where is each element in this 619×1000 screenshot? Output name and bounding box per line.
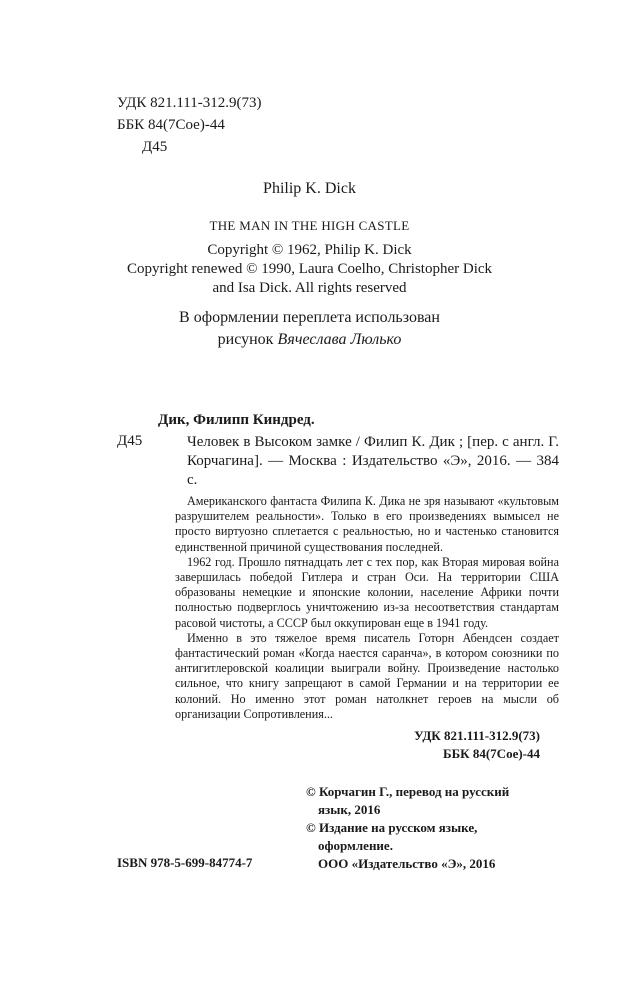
publisher-copyright: ООО «Издательство «Э», 2016 bbox=[318, 856, 496, 871]
udk-code-repeat: УДК 821.111-312.9(73) bbox=[414, 728, 540, 743]
translation-copyright-cont: язык, 2016 bbox=[318, 802, 381, 817]
classification-repeat bbox=[340, 727, 540, 763]
cover-note-line: В оформлении переплета использован bbox=[179, 309, 440, 326]
copyright-line: Copyright © 1962, Philip K. Dick bbox=[207, 242, 412, 258]
copyright-line: and Isa Dick. All rights reserved bbox=[212, 280, 407, 296]
classification-block bbox=[117, 92, 261, 158]
bibliographic-mark: Д45 bbox=[117, 433, 143, 449]
translation-copyright: © Корчагин Г., перевод на русский bbox=[306, 784, 510, 799]
cover-note-prefix: рисунок bbox=[217, 331, 274, 348]
copyright-line: Copyright renewed © 1990, Laura Coelho, Christopher Dick bbox=[126, 261, 493, 277]
edition-copyright-cont: оформление. bbox=[318, 838, 393, 853]
bibliographic-heading: Дик, Филипп Киндред. bbox=[158, 412, 315, 428]
annotation-paragraph: Американского фантаста Филипа К. Дика не зря называют «культовым разрушителем реальности». Только в его произведениях вымысел не просто виртуозно сплетается с реальностью, но и частенько становится единственной причиной существования последней. bbox=[175, 494, 559, 554]
bbk-code: ББК 84(7Сое)-44 bbox=[117, 117, 225, 133]
cover-note-line bbox=[0, 329, 619, 351]
original-title: THE MAN IN THE HIGH CASTLE bbox=[209, 218, 410, 233]
edition-copyright: © Издание на русском языке, bbox=[306, 820, 478, 835]
annotation-paragraph: Именно в это тяжелое время писатель Готорн Абендсен создает фантастический роман «Когда наестся саранча», в котором союзники по антигитлеровской коалиции выиграли войну. Произведение настолько сильное, что книгу запрещают в самой Германии и на территории ее колоний. Но именно этот роман натолкнет героев на мысли об организации Сопротивления... bbox=[175, 630, 559, 721]
bbk-code-repeat: ББК 84(7Сое)-44 bbox=[442, 746, 540, 761]
author-mark: Д45 bbox=[142, 139, 168, 155]
rights-block bbox=[306, 783, 546, 873]
udk-code: УДК 821.111-312.9(73) bbox=[117, 95, 262, 111]
cover-note bbox=[0, 307, 619, 351]
copyright-block bbox=[0, 241, 619, 298]
isbn: ISBN 978-5-699-84774-7 bbox=[117, 855, 253, 870]
original-author: Philip K. Dick bbox=[263, 180, 356, 197]
bibliographic-description: Человек в Высоком замке / Филип К. Дик ; [пер. с англ. Г. Корчагина]. — Москва : Издательство «Э», 2016. — 384 с. bbox=[187, 434, 559, 488]
cover-artist: Вячеслава Люлько bbox=[277, 331, 402, 348]
annotation-paragraph: 1962 год. Прошло пятнадцать лет с тех пор, как Вторая мировая война завершилась победой Гитлера и стран Оси. На территории США образованы немецкие и японские колонии, население Африки почти полностью подверглось уничтожению из-за несоответствия стандартам расовой чистоты, а СССР был оккупирован еще в 1941 году. bbox=[175, 554, 559, 630]
annotation bbox=[175, 494, 559, 722]
